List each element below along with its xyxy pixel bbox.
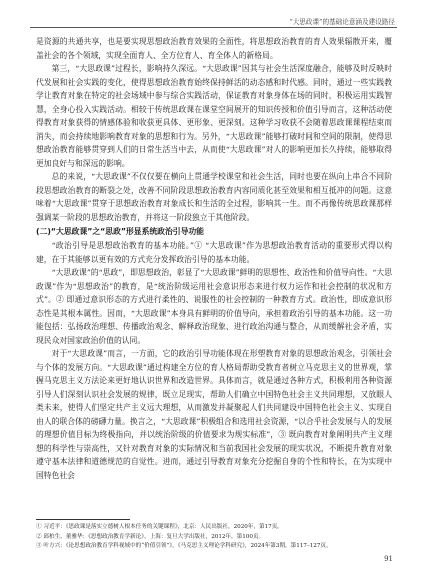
main-text (36, 35, 392, 482)
section-heading: (二)“大思政课”之“思政”形显系统政治引导功能 (36, 227, 204, 236)
paragraph: 对于“大思政课”而言，一方面，它的政治引导功能体现在形塑教育对象的思想政治观念，引领社会与个体的发展方向。“大思政课”通过构建全方位的育人格局帮助受教育者树立马克思主义的世界观，掌握马克思主义方法论来更好地认识世界和改造世界。具体而言，就是通过各种方式，积极利用各种资源引导人们深刻认识社会发展的规律，既立足现实，帮助人们确立中国特色社会主义共同理想，又放眼人类未来，使得人们坚定共产主义远大理想，从而激发并凝聚起人们共同建设中国特色社会主义、实现自由人的联合体的磅礴力量。换言之，“大思政课”积极组合和选用社会资源，“以合乎社会发展与人的发展的理想价值目标为终极指向，并以统治阶级的价值要求为规实标准”，③ 既向教育对象阐明共产主义理想的科学性与崇高性，又针对教育对象的实际情况和当前我国社会发展的现实状况，不断提升教育对象遵守基本法律和道德规范的自觉性。进而，通过引导教育对象充分挖掘自身的个性和特长，在为实现中国特色社会 (36, 349, 392, 480)
footnote-mark: ③ (36, 543, 42, 549)
footnote-mark: ① (36, 524, 42, 530)
running-header: “大思政课”的基础论意涵及建设路径 (289, 18, 395, 26)
header-rule (30, 27, 397, 28)
page-number: 91 (384, 555, 393, 563)
paragraph: 是资源的共通共享，也是要实现思想政治教育效果的全面性，将思想政治教育的育人效果辐散开来，覆盖社会的各个领域，实现全面育人、全方位育人、育全体人的新格局。 (36, 37, 392, 60)
footnotes (36, 523, 392, 552)
footnote-mark: ② (36, 533, 42, 540)
footnote-text: 邱柏生、董雅华：《思想政治教育学新论》，上海：复旦大学出版社，2012年，第100页。 (43, 533, 265, 540)
footnote-item (36, 533, 392, 543)
footnote-text: 叶方兴：《论思想政治教育学科视域中的“价值引领”》，《马克思主义理论学科研究》，2024年第3期，第117–127页。 (43, 543, 332, 549)
paragraph: “政治引导是思想政治教育的基本功能。”① “大思政课”作为思想政治教育活动的重要形式得以构建，在于其能够以更有效的方式充分发挥政治引导的基本功能。 (36, 241, 392, 264)
paragraph: 总的来说，“大思政课”不仅仅要在横向上贯通学校课堂和社会生活，同时也要在纵向上串合不同阶段思想政治教育的断裂之处，改善不同阶段思想政治教育内容同质化甚至效果和相互抵冲的问题。这意味着“大思政课”贯穿于思想政治教育对象成长和生活的全过程，影响其一生。而不再像传统思政课那样强调某一阶段的思想政治教育，并将这一阶段独立于其他阶段。 (36, 172, 392, 222)
footnote-text: 习近平：《思政课是落实立德树人根本任务的关键课程》，北京：人民出版社，2020年，第17页。 (43, 524, 283, 530)
footnote-item (36, 523, 392, 533)
paragraph: “大思政课”的“思政”，即思想政治，彰显了“大思政课”鲜明的思想性、政治性和价值导向性。“大思政课”作为“思想政治”的教育，是“统治阶级运用社会意识形态来进行权力运作和社会控制的状况和方式”。② 即通过意识形态的方式进行柔性的、说服性的社会控制的一种教育方式。政治性，即成意识形态性是其根本属性。因而，“大思政课”本身具有鲜明的价值导向，承担着政治引导的基本功能。这一功能包括：弘扬政治理想、传播政治观念、解释政治现象、进行政治沟通与整合，从而缓解社会矛盾，实现民众对国家政治价值的认同。 (36, 268, 392, 345)
paragraph: 第三，“大思政课”过程长，影响持久深远。“大思政课”因其与社会生活深度融合，能够及时反映时代发展和社会实践的变化，使得思想政治教育始终保持鲜活的动态感和时代感。同时，通过一些实践教学让教育对象在特定的社会场域中参与综合实践活动，保证教育对象身体在场的同时，积极运用实践智慧，全身心投入实践活动。相较于传统思政课在课堂空间展开的知识传授和价值引导而言，这种活动使得教育对象获得的情感体验和收获更具体、更形象、更深刻。这种学习收获不会随着思政课课程结束而消失，而会持续地影响教育对象的思想和行为。另外，“大思政课”能够打破时间和空间的限制，使得思想政治教育能够贯穿到人们的日常生活当中去，从而使“大思政课”对人的影响更加长久持续，能够取得更加良好与和深远的影响。 (36, 64, 392, 168)
footnote-rule (36, 519, 130, 520)
footnote-item (36, 542, 392, 552)
